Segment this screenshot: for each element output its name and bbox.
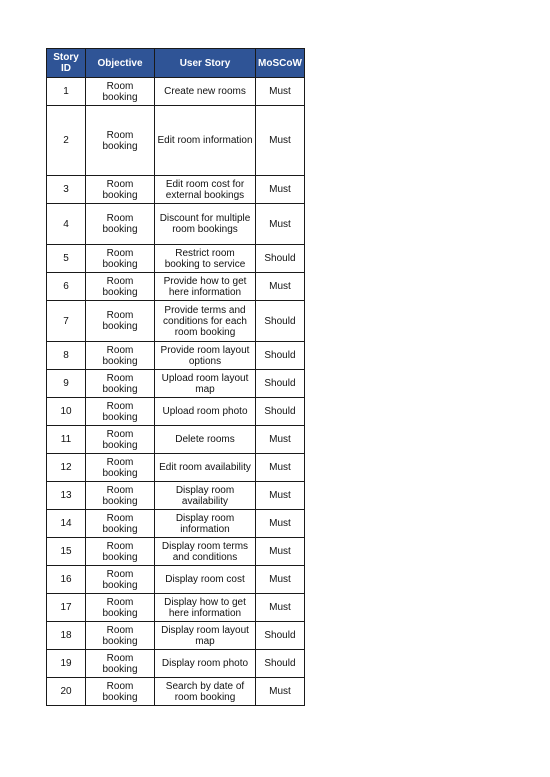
cell-moscow: Must [256,482,305,510]
cell-objective: Room booking [86,245,155,273]
table-row [47,245,305,273]
cell-user-story: Display room information [155,510,256,538]
cell-objective: Room booking [86,301,155,342]
cell-story-id: 19 [47,650,86,678]
cell-objective: Room booking [86,426,155,454]
cell-user-story: Create new rooms [155,78,256,106]
header-moscow: MoSCoW [256,49,305,78]
cell-moscow: Must [256,538,305,566]
table-row [47,622,305,650]
cell-moscow: Should [256,650,305,678]
header-row [47,49,305,78]
cell-story-id: 7 [47,301,86,342]
cell-story-id: 5 [47,245,86,273]
cell-story-id: 12 [47,454,86,482]
cell-objective: Room booking [86,678,155,706]
table-row [47,594,305,622]
table-row [47,538,305,566]
cell-objective: Room booking [86,482,155,510]
cell-moscow: Must [256,106,305,176]
cell-user-story: Display room layout map [155,622,256,650]
table-row [47,454,305,482]
table-row [47,482,305,510]
table-row [47,176,305,204]
cell-moscow: Should [256,370,305,398]
cell-objective: Room booking [86,370,155,398]
table-row [47,204,305,245]
cell-user-story: Provide terms and conditions for each room booking [155,301,256,342]
cell-story-id: 14 [47,510,86,538]
cell-moscow: Should [256,245,305,273]
cell-moscow: Must [256,566,305,594]
cell-user-story: Edit room availability [155,454,256,482]
cell-objective: Room booking [86,566,155,594]
table-row [47,342,305,370]
cell-moscow: Must [256,204,305,245]
table-row [47,273,305,301]
table-row [47,398,305,426]
cell-user-story: Edit room information [155,106,256,176]
cell-objective: Room booking [86,106,155,176]
cell-user-story: Display how to get here information [155,594,256,622]
cell-user-story: Delete rooms [155,426,256,454]
table-body [47,78,305,706]
cell-user-story: Display room terms and conditions [155,538,256,566]
cell-user-story: Provide room layout options [155,342,256,370]
table-row [47,510,305,538]
cell-moscow: Should [256,342,305,370]
cell-objective: Room booking [86,538,155,566]
table-row [47,566,305,594]
cell-objective: Room booking [86,510,155,538]
table-row [47,678,305,706]
cell-user-story: Display room cost [155,566,256,594]
table-header [47,49,305,78]
cell-objective: Room booking [86,650,155,678]
cell-story-id: 11 [47,426,86,454]
cell-user-story: Provide how to get here information [155,273,256,301]
cell-user-story: Restrict room booking to service [155,245,256,273]
cell-user-story: Upload room photo [155,398,256,426]
cell-moscow: Must [256,594,305,622]
cell-moscow: Should [256,622,305,650]
cell-user-story: Edit room cost for external bookings [155,176,256,204]
cell-user-story: Display room photo [155,650,256,678]
cell-objective: Room booking [86,78,155,106]
cell-user-story: Discount for multiple room bookings [155,204,256,245]
cell-user-story: Display room availability [155,482,256,510]
cell-objective: Room booking [86,398,155,426]
cell-objective: Room booking [86,594,155,622]
cell-story-id: 9 [47,370,86,398]
cell-story-id: 10 [47,398,86,426]
cell-objective: Room booking [86,622,155,650]
cell-user-story: Search by date of room booking [155,678,256,706]
cell-moscow: Must [256,273,305,301]
cell-story-id: 20 [47,678,86,706]
cell-story-id: 16 [47,566,86,594]
header-user-story: User Story [155,49,256,78]
cell-story-id: 13 [47,482,86,510]
header-objective: Objective [86,49,155,78]
cell-moscow: Should [256,398,305,426]
cell-objective: Room booking [86,176,155,204]
cell-story-id: 3 [47,176,86,204]
cell-story-id: 6 [47,273,86,301]
cell-moscow: Must [256,426,305,454]
cell-objective: Room booking [86,342,155,370]
cell-story-id: 15 [47,538,86,566]
table-row [47,106,305,176]
cell-story-id: 2 [47,106,86,176]
cell-story-id: 18 [47,622,86,650]
table-row [47,650,305,678]
cell-moscow: Must [256,176,305,204]
cell-moscow: Must [256,78,305,106]
cell-objective: Room booking [86,273,155,301]
header-story-id: Story ID [47,49,86,78]
user-story-table [46,48,305,706]
table-row [47,78,305,106]
cell-user-story: Upload room layout map [155,370,256,398]
cell-story-id: 1 [47,78,86,106]
cell-moscow: Must [256,454,305,482]
cell-story-id: 17 [47,594,86,622]
table-row [47,426,305,454]
table-row [47,370,305,398]
cell-objective: Room booking [86,204,155,245]
cell-story-id: 4 [47,204,86,245]
cell-objective: Room booking [86,454,155,482]
cell-moscow: Must [256,510,305,538]
table-row [47,301,305,342]
cell-moscow: Should [256,301,305,342]
cell-story-id: 8 [47,342,86,370]
cell-moscow: Must [256,678,305,706]
